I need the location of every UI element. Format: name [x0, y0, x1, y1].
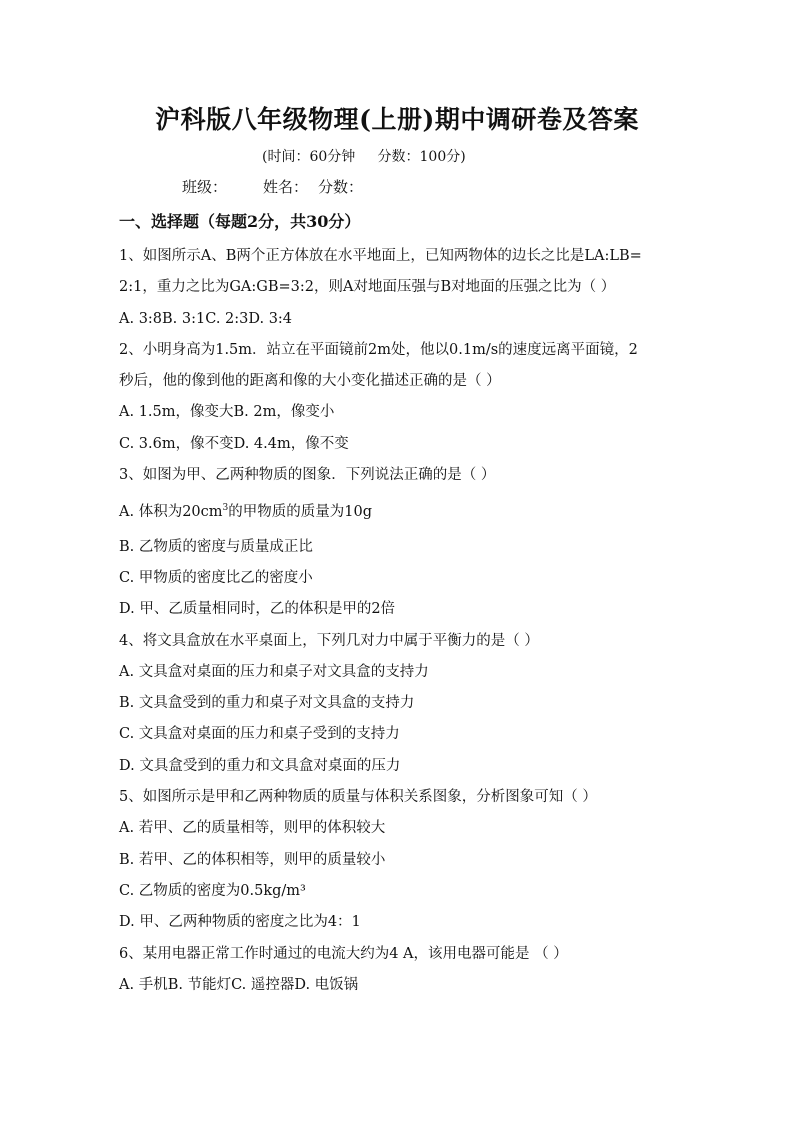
question-list — [119, 241, 684, 1001]
question-5-option-b: B. 若甲、乙的体积相等，则甲的质量较小 — [119, 851, 386, 868]
question-3-stem: 3、如图为甲、乙两种物质的图象．下列说法正确的是（ ） — [119, 467, 496, 484]
student-info-row — [182, 176, 363, 197]
question-2-line-1: 2、小明身高为1.5m．站立在平面镜前2m处，他以0.1m/s的速度远离平面镜，2 — [119, 341, 638, 358]
question-2-options-1: A. 1.5m，像变大B. 2m，像变小 — [119, 404, 335, 421]
question-6-stem: 6、某用电器正常工作时通过的电流大约为4 A，该用电器可能是 （ ） — [119, 945, 568, 962]
question-1-line-1: 1、如图所示A、B两个正方体放在水平地面上，已知两物体的边长之比是LA:LB= — [119, 248, 642, 264]
question-4-option-d: D. 文具盒受到的重力和文具盒对桌面的压力 — [119, 757, 401, 774]
option-a-text-pre: A. 体积为20cm — [119, 504, 223, 521]
question-4-option-a: A. 文具盒对桌面的压力和桌子对文具盒的支持力 — [119, 663, 429, 680]
option-a-superscript: 3 — [222, 503, 229, 514]
question-4-option-c: C. 文具盒对桌面的压力和桌子受到的支持力 — [119, 726, 400, 743]
question-4-stem: 4、将文具盒放在水平桌面上，下列几对力中属于平衡力的是（ ） — [119, 632, 539, 649]
question-3-option-d: D. 甲、乙质量相同时，乙的体积是甲的2倍 — [119, 601, 396, 618]
question-2-line-2: 秒后，他的像到他的距离和像的大小变化描述正确的是（ ） — [119, 373, 501, 390]
question-5-option-d: D. 甲、乙两种物质的密度之比为4：1 — [119, 914, 361, 931]
question-3-option-a — [119, 497, 684, 528]
exam-time-score: (时间：60分钟 分数：100分) — [262, 149, 466, 165]
question-1-line-2: 2:1，重力之比为GA:GB=3:2，则A对地面压强与B对地面的压强之比为（ ） — [119, 279, 616, 296]
question-4-option-b: B. 文具盒受到的重力和桌子对文具盒的支持力 — [119, 695, 415, 712]
question-1-options: A. 3:8B. 3:1C. 2:3D. 3:4 — [119, 310, 293, 327]
question-3-option-b: B. 乙物质的密度与质量成正比 — [119, 538, 313, 555]
question-5-option-a: A. 若甲、乙的质量相等，则甲的体积较大 — [119, 820, 386, 837]
name-label: 姓名： — [263, 178, 309, 196]
question-6-options: A. 手机B. 节能灯C. 遥控器D. 电饭锅 — [119, 976, 359, 993]
question-5-stem: 5、如图所示是甲和乙两种物质的质量与体积关系图象，分析图象可知（ ） — [119, 789, 597, 806]
option-a-text-post: 的甲物质的质量为10g — [228, 504, 372, 521]
question-2-options-2: C. 3.6m，像不变D. 4.4m，像不变 — [119, 435, 349, 452]
question-3-option-c: C. 甲物质的密度比乙的密度小 — [119, 569, 313, 586]
question-5-option-c: C. 乙物质的密度为0.5kg/m³ — [119, 882, 306, 899]
page-title: 沪科版八年级物理(上册)期中调研卷及答案 — [155, 105, 639, 134]
section-heading: 一、选择题（每题2分，共30分） — [119, 212, 361, 231]
score-label: 分数： — [318, 178, 364, 196]
class-label: 班级： — [182, 178, 228, 196]
